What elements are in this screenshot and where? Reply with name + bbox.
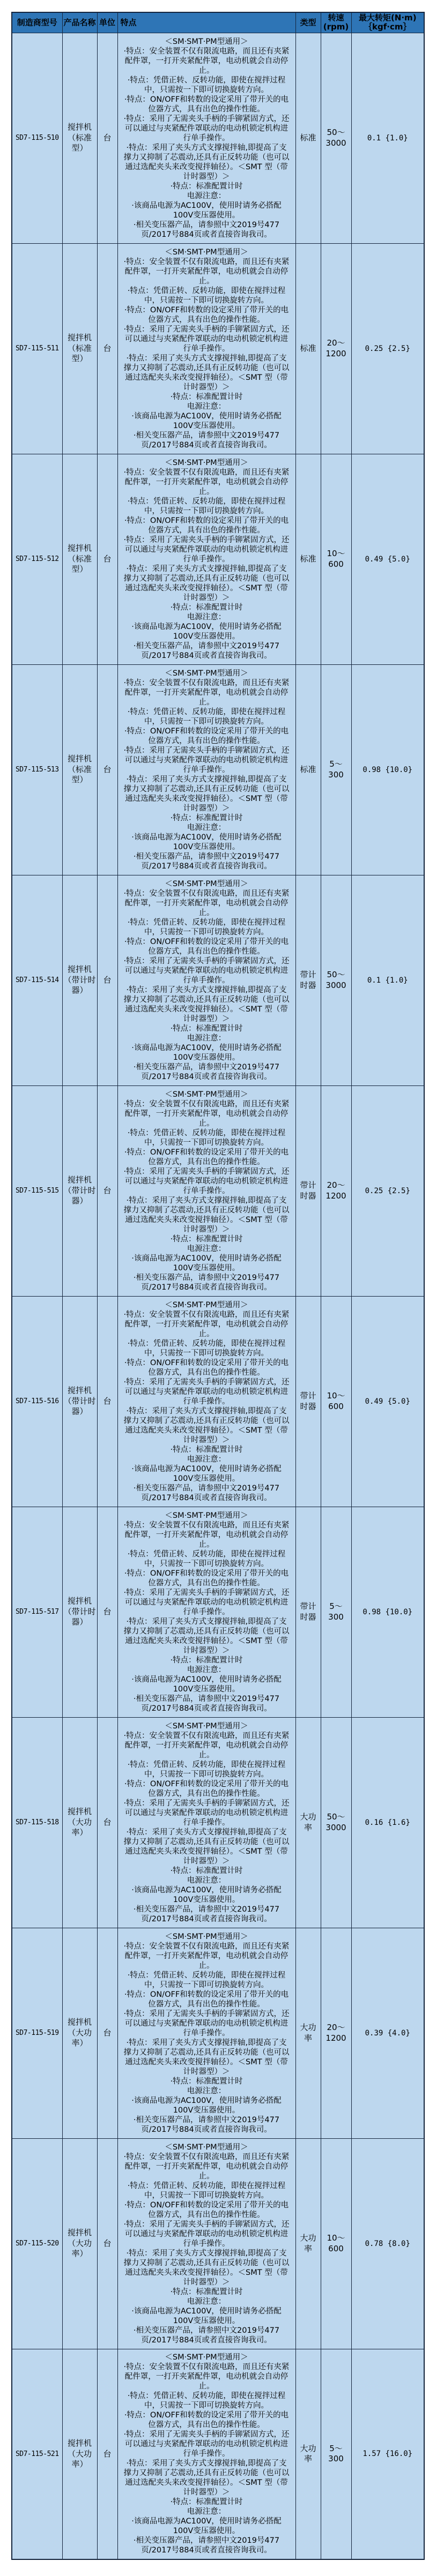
feature-paragraph: ·特点：安全装置不仅有限流电路，而且还有夹紧配件罩，一打开夹紧配件罩，电动机就会自动停止。 [123,257,290,286]
feature-paragraph: ·特点：ON/OFF和转数的设定采用了带开关的电位器方式，具有出色的操作性能。 [124,1990,289,2009]
unit-cell: 台 [97,1085,117,1296]
table-row [12,2349,424,2559]
feature-paragraph: ·特点：ON/OFF和转数的设定采用了带开关的电位器方式，具有出色的操作性能。 [124,937,289,956]
feature-paragraph: ·该商品电源为AC100V，使用时请务必搭配100V变压器使用。 [131,1885,282,1904]
model-cell: SD7-115-516 [12,1296,62,1507]
torque-cell: 0.98 {10.0} [351,664,424,875]
feature-paragraph: ＜SM·SMT·PM型通用＞ [165,1090,248,1099]
feature-paragraph: ·特点：凭借正转、反转功能，即使在搅拌过程中，只需按一下即可切换旋转方向。 [127,1339,286,1358]
speed-cell: 50～3000 [321,33,351,243]
type-cell: 标准 [295,664,321,875]
feature-paragraph: ·特点：采用了夹头方式支撑搅拌轴,即提高了支撑力又抑制了芯震动,还具有正反转功能（也可以通过选配夹头来改变搅拌轴径）。＜SMT 型（带计时器型）＞ [123,1406,290,1444]
feature-paragraph: ＜SM·SMT·PM型通用＞ [165,458,248,467]
feature-paragraph: ·特点：采用了无需夹头手柄的手铆紧固方式，还可以通过与夹紧配件罩联动的电动机锁定机构进行单手操作。 [123,535,290,564]
features-cell [117,2349,295,2559]
model-cell: SD7-115-511 [12,243,62,454]
features-cell [117,1928,295,2138]
feature-paragraph: ·该商品电源为AC100V，使用时请务必搭配100V变压器使用。 [131,622,282,641]
feature-paragraph: ·特点：安全装置不仅有限流电路，而且还有夹紧配件罩，一打开夹紧配件罩，电动机就会自动停止。 [123,1310,290,1338]
feature-paragraph: ·特点：安全装置不仅有限流电路，而且还有夹紧配件罩，一打开夹紧配件罩，电动机就会自动停止。 [123,1731,290,1759]
features-cell [117,243,295,454]
table-row [12,1507,424,1717]
feature-paragraph: ·特点：安全装置不仅有限流电路，而且还有夹紧配件罩，一打开夹紧配件罩，电动机就会自动停止。 [123,1942,290,1970]
product-name-cell: 搅拌机（带计时器） [62,1507,97,1717]
feature-paragraph: 电源注意： [187,612,226,621]
feature-paragraph: ·特点：采用了无需夹头手柄的手铆紧固方式，还可以通过与夹紧配件罩联动的电动机锁定机构进行单手操作。 [123,1799,290,1827]
torque-cell: 0.78 {8.0} [351,2138,424,2349]
feature-paragraph: ·相关变压器产品，请参照中文2019号477页/2017号884页或者直接咨询我司。 [133,220,280,239]
feature-paragraph: 电源注意： [187,823,226,832]
feature-paragraph: 电源注意： [187,402,226,411]
feature-paragraph: ＜SM·SMT·PM型通用＞ [165,248,248,257]
feature-paragraph: ·特点：标准配置计时 [170,1656,243,1665]
model-cell: SD7-115-520 [12,2138,62,2349]
feature-paragraph: ·特点：采用了无需夹头手柄的手铆紧固方式，还可以通过与夹紧配件罩联动的电动机锁定机构进行单手操作。 [123,2430,290,2459]
feature-paragraph: ·特点：采用了夹头方式支撑搅拌轴,即提高了支撑力又抑制了芯震动,还具有正反转功能（也可以通过选配夹头来改变搅拌轴径）。＜SMT 型（带计时器型）＞ [123,564,290,602]
table-row [12,1928,424,2138]
features-cell [117,1507,295,1717]
feature-paragraph: ·特点：安全装置不仅有限流电路，而且还有夹紧配件罩，一打开夹紧配件罩，电动机就会自动停止。 [123,2152,290,2181]
type-cell: 大功率 [295,2349,321,2559]
feature-paragraph: ·特点：ON/OFF和转数的设定采用了带开关的电位器方式，具有出色的操作性能。 [124,1569,289,1587]
feature-paragraph: ·特点：采用了夹头方式支撑搅拌轴,即提高了支撑力又抑制了芯震动,还具有正反转功能（也可以通过选配夹头来改变搅拌轴径）。＜SMT 型（带计时器型）＞ [123,2038,290,2076]
feature-paragraph: ·特点：凭借正转、反转功能，即使在搅拌过程中，只需按一下即可切换旋转方向。 [127,286,286,305]
feature-paragraph: ＜SM·SMT·PM型通用＞ [165,2353,248,2362]
feature-paragraph: ·特点：ON/OFF和转数的设定采用了带开关的电位器方式，具有出色的操作性能。 [124,1779,289,1798]
header-manufacturer-model: 制造商型号 [12,12,62,33]
unit-cell: 台 [97,1717,117,1928]
product-name-cell: 搅拌机（大功率） [62,2138,97,2349]
feature-paragraph: 电源注意： [187,1665,226,1674]
feature-paragraph: ·特点：标准配置计时 [170,1234,243,1244]
unit-cell: 台 [97,243,117,454]
torque-cell: 0.1 {1.0} [351,33,424,243]
feature-paragraph: ·相关变压器产品，请参照中文2019号477页/2017号884页或者直接咨询我司。 [133,1273,280,1292]
model-cell: SD7-115-518 [12,1717,62,1928]
feature-paragraph: ·特点：采用了夹头方式支撑搅拌轴,即提高了支撑力又抑制了芯震动,还具有正反转功能（也可以通过选配夹头来改变搅拌轴径）。＜SMT 型（带计时器型）＞ [123,1196,290,1234]
feature-paragraph: ＜SM·SMT·PM型通用＞ [165,1932,248,1941]
feature-paragraph: ·特点：采用了无需夹头手柄的手铆紧固方式，还可以通过与夹紧配件罩联动的电动机锁定机构进行单手操作。 [123,2220,290,2248]
product-name-cell: 搅拌机（大功率） [62,1717,97,1928]
features-cell [117,1085,295,1296]
speed-cell: 20～1200 [321,1085,351,1296]
feature-paragraph: ·特点：凭借正转、反转功能，即使在搅拌过程中，只需按一下即可切换旋转方向。 [127,1760,286,1779]
feature-paragraph: 电源注意： [187,1455,226,1464]
type-cell: 带计时器 [295,1085,321,1296]
feature-paragraph: 电源注意： [187,191,226,200]
table-body [12,33,424,2559]
torque-cell: 0.16 {1.6} [351,1717,424,1928]
features-cell [117,664,295,875]
features-cell [117,1717,295,1928]
feature-paragraph: ·相关变压器产品，请参照中文2019号477页/2017号884页或者直接咨询我司。 [133,852,280,871]
feature-paragraph: ·该商品电源为AC100V，使用时请务必搭配100V变压器使用。 [131,1043,282,1062]
feature-paragraph: ·特点：ON/OFF和转数的设定采用了带开关的电位器方式，具有出色的操作性能。 [124,727,289,745]
features-cell [117,454,295,664]
feature-paragraph: ·该商品电源为AC100V，使用时请务必搭配100V变压器使用。 [131,2307,282,2325]
feature-paragraph: ·特点：采用了无需夹头手柄的手铆紧固方式，还可以通过与夹紧配件罩联动的电动机锁定机构进行单手操作。 [123,114,290,143]
feature-paragraph: ·特点：ON/OFF和转数的设定采用了带开关的电位器方式，具有出色的操作性能。 [124,516,289,535]
feature-paragraph: ·特点：采用了无需夹头手柄的手铆紧固方式，还可以通过与夹紧配件罩联动的电动机锁定机构进行单手操作。 [123,2009,290,2038]
feature-paragraph: ·特点：凭借正转、反转功能，即使在搅拌过程中，只需按一下即可切换旋转方向。 [127,1549,286,1568]
feature-paragraph: ＜SM·SMT·PM型通用＞ [165,1300,248,1309]
torque-cell: 1.57 {16.0} [351,2349,424,2559]
table-row [12,664,424,875]
product-name-cell: 搅拌机（标准型） [62,664,97,875]
feature-paragraph: ·特点：凭借正转、反转功能，即使在搅拌过程中，只需按一下即可切换旋转方向。 [127,497,286,515]
speed-cell: 5～300 [321,1507,351,1717]
feature-paragraph: ·特点：安全装置不仅有限流电路，而且还有夹紧配件罩，一打开夹紧配件罩，电动机就会自动停止。 [123,47,290,75]
model-cell: SD7-115-519 [12,1928,62,2138]
feature-paragraph: ·特点：安全装置不仅有限流电路，而且还有夹紧配件罩，一打开夹紧配件罩，电动机就会自动停止。 [123,1521,290,1549]
feature-paragraph: 电源注意： [187,2086,226,2095]
product-name-cell: 搅拌机（标准型） [62,454,97,664]
header-features: 特点 [117,12,295,33]
feature-paragraph: ·特点：标准配置计时 [170,182,243,191]
feature-paragraph: ·特点：标准配置计时 [170,392,243,401]
header-type: 类型 [295,12,321,33]
speed-cell: 50～3000 [321,875,351,1085]
feature-paragraph: ·特点：标准配置计时 [170,2077,243,2086]
header-max-torque: 最大转矩(N·m) ｛kgf·cm｝ [351,12,424,33]
feature-paragraph: ·相关变压器产品，请参照中文2019号477页/2017号884页或者直接咨询我司。 [133,2536,280,2555]
features-cell [117,2138,295,2349]
model-cell: SD7-115-514 [12,875,62,1085]
feature-paragraph: ＜SM·SMT·PM型通用＞ [165,879,248,888]
type-cell: 标准 [295,33,321,243]
feature-paragraph: ·特点：标准配置计时 [170,1866,243,1875]
feature-paragraph: ·特点：标准配置计时 [170,603,243,612]
unit-cell: 台 [97,875,117,1085]
feature-paragraph: ＜SM·SMT·PM型通用＞ [165,37,248,46]
speed-cell: 5～300 [321,664,351,875]
table-row [12,33,424,243]
product-spec-table [11,12,425,2560]
feature-paragraph: ·特点：ON/OFF和转数的设定采用了带开关的电位器方式，具有出色的操作性能。 [124,95,289,114]
torque-cell: 0.49 {5.0} [351,1296,424,1507]
table-row [12,454,424,664]
feature-paragraph: ·特点：采用了夹头方式支撑搅拌轴,即提高了支撑力又抑制了芯震动,还具有正反转功能（也可以通过选配夹头来改变搅拌轴径）。＜SMT 型（带计时器型）＞ [123,1617,290,1655]
feature-paragraph: ·特点：ON/OFF和转数的设定采用了带开关的电位器方式，具有出色的操作性能。 [124,2411,289,2430]
table-header [12,12,424,33]
type-cell: 标准 [295,454,321,664]
feature-paragraph: ·特点：ON/OFF和转数的设定采用了带开关的电位器方式，具有出色的操作性能。 [124,2200,289,2219]
header-row [12,12,424,33]
feature-paragraph: ·特点：凭借正转、反转功能，即使在搅拌过程中，只需按一下即可切换旋转方向。 [127,2392,286,2410]
feature-paragraph: ·特点：采用了无需夹头手柄的手铆紧固方式，还可以通过与夹紧配件罩联动的电动机锁定机构进行单手操作。 [123,746,290,774]
feature-paragraph: ＜SM·SMT·PM型通用＞ [165,2143,248,2152]
speed-cell: 20～1200 [321,243,351,454]
product-name-cell: 搅拌机（大功率） [62,1928,97,2138]
feature-paragraph: ·特点：凭借正转、反转功能，即使在搅拌过程中，只需按一下即可切换旋转方向。 [127,707,286,726]
feature-paragraph: ·该商品电源为AC100V，使用时请务必搭配100V变压器使用。 [131,1464,282,1483]
unit-cell: 台 [97,454,117,664]
unit-cell: 台 [97,1507,117,1717]
feature-paragraph: ·相关变压器产品，请参照中文2019号477页/2017号884页或者直接咨询我司。 [133,1694,280,1713]
type-cell: 带计时器 [295,875,321,1085]
feature-paragraph: 电源注意： [187,1876,226,1885]
unit-cell: 台 [97,2138,117,2349]
feature-paragraph: ·特点：标准配置计时 [170,1024,243,1033]
features-cell [117,33,295,243]
feature-paragraph: ·相关变压器产品，请参照中文2019号477页/2017号884页或者直接咨询我司。 [133,1905,280,1923]
type-cell: 带计时器 [295,1296,321,1507]
feature-paragraph: ·特点：凭借正转、反转功能，即使在搅拌过程中，只需按一下即可切换旋转方向。 [127,1971,286,1989]
feature-paragraph: ·特点：采用了夹头方式支撑搅拌轴,即提高了支撑力又抑制了芯震动,还具有正反转功能（也可以通过选配夹头来改变搅拌轴径）。＜SMT 型（带计时器型）＞ [123,775,290,813]
product-name-cell: 搅拌机（带计时器） [62,1296,97,1507]
torque-cell: 0.49 {5.0} [351,454,424,664]
feature-paragraph: ·该商品电源为AC100V，使用时请务必搭配100V变压器使用。 [131,2096,282,2115]
model-cell: SD7-115-515 [12,1085,62,1296]
torque-cell: 0.25 {2.5} [351,1085,424,1296]
feature-paragraph: ·特点：凭借正转、反转功能，即使在搅拌过程中，只需按一下即可切换旋转方向。 [127,76,286,94]
model-cell: SD7-115-512 [12,454,62,664]
table-row [12,2138,424,2349]
feature-paragraph: ·特点：ON/OFF和转数的设定采用了带开关的电位器方式，具有出色的操作性能。 [124,1148,289,1166]
product-name-cell: 搅拌机（标准型） [62,243,97,454]
feature-paragraph: ·特点：标准配置计时 [170,1445,243,1454]
feature-paragraph: ·特点：采用了夹头方式支撑搅拌轴,即提高了支撑力又抑制了芯震动,还具有正反转功能（也可以通过选配夹头来改变搅拌轴径）。＜SMT 型（带计时器型）＞ [123,354,290,392]
feature-paragraph: ＜SM·SMT·PM型通用＞ [165,669,248,678]
header-speed: 转速 (rpm) [321,12,351,33]
features-cell [117,875,295,1085]
model-cell: SD7-115-513 [12,664,62,875]
speed-cell: 50～3000 [321,1717,351,1928]
torque-cell: 0.25 {2.5} [351,243,424,454]
model-cell: SD7-115-510 [12,33,62,243]
feature-paragraph: 电源注意： [187,2507,226,2517]
feature-paragraph: ·相关变压器产品，请参照中文2019号477页/2017号884页或者直接咨询我司。 [133,2115,280,2134]
table-row [12,1717,424,1928]
speed-cell: 5～300 [321,2349,351,2559]
header-unit: 单位 [97,12,117,33]
table-row [12,1085,424,1296]
unit-cell: 台 [97,1296,117,1507]
feature-paragraph: 电源注意： [187,1034,226,1043]
speed-cell: 10～600 [321,2138,351,2349]
feature-paragraph: ·特点：采用了夹头方式支撑搅拌轴,即提高了支撑力又抑制了芯震动,还具有正反转功能（也可以通过选配夹头来改变搅拌轴径）。＜SMT 型（带计时器型）＞ [123,985,290,1023]
feature-paragraph: ·特点：ON/OFF和转数的设定采用了带开关的电位器方式，具有出色的操作性能。 [124,1358,289,1377]
feature-paragraph: ·相关变压器产品，请参照中文2019号477页/2017号884页或者直接咨询我司。 [133,431,280,450]
feature-paragraph: 电源注意： [187,2297,226,2306]
feature-paragraph: ·相关变压器产品，请参照中文2019号477页/2017号884页或者直接咨询我司。 [133,2326,280,2345]
feature-paragraph: ·特点：ON/OFF和转数的设定采用了带开关的电位器方式，具有出色的操作性能。 [124,305,289,324]
feature-paragraph: ·特点：采用了无需夹头手柄的手铆紧固方式，还可以通过与夹紧配件罩联动的电动机锁定机构进行单手操作。 [123,956,290,985]
feature-paragraph: ·该商品电源为AC100V，使用时请务必搭配100V变压器使用。 [131,833,282,851]
feature-paragraph: ·特点：采用了夹头方式支撑搅拌轴,即提高了支撑力又抑制了芯震动,还具有正反转功能（也可以通过选配夹头来改变搅拌轴径）。＜SMT 型（带计时器型）＞ [123,1828,290,1866]
feature-paragraph: 电源注意： [187,1244,226,1253]
feature-paragraph: ＜SM·SMT·PM型通用＞ [165,1721,248,1731]
feature-paragraph: ·特点：采用了夹头方式支撑搅拌轴,即提高了支撑力又抑制了芯震动,还具有正反转功能（也可以通过选配夹头来改变搅拌轴径）。＜SMT 型（带计时器型）＞ [123,2249,290,2287]
unit-cell: 台 [97,1928,117,2138]
product-name-cell: 搅拌机（大功率） [62,2349,97,2559]
feature-paragraph: ·该商品电源为AC100V，使用时请务必搭配100V变压器使用。 [131,2517,282,2536]
feature-paragraph: ·特点：安全装置不仅有限流电路，而且还有夹紧配件罩，一打开夹紧配件罩，电动机就会自动停止。 [123,2363,290,2391]
feature-paragraph: ·特点：凭借正转、反转功能，即使在搅拌过程中，只需按一下即可切换旋转方向。 [127,1128,286,1147]
feature-paragraph: ·该商品电源为AC100V，使用时请务必搭配100V变压器使用。 [131,1675,282,1694]
torque-cell: 0.39 {4.0} [351,1928,424,2138]
feature-paragraph: ·特点：标准配置计时 [170,813,243,822]
feature-paragraph: ＜SM·SMT·PM型通用＞ [165,1511,248,1520]
speed-cell: 10～600 [321,1296,351,1507]
feature-paragraph: ·特点：标准配置计时 [170,2498,243,2507]
feature-paragraph: ·该商品电源为AC100V，使用时请务必搭配100V变压器使用。 [131,1254,282,1272]
feature-paragraph: ·特点：标准配置计时 [170,2287,243,2296]
feature-paragraph: ·特点：采用了夹头方式支撑搅拌轴,即提高了支撑力又抑制了芯震动,还具有正反转功能（也可以通过选配夹头来改变搅拌轴径）。＜SMT 型（带计时器型）＞ [123,143,290,181]
feature-paragraph: ·相关变压器产品，请参照中文2019号477页/2017号884页或者直接咨询我司。 [133,641,280,660]
feature-paragraph: ·相关变压器产品，请参照中文2019号477页/2017号884页或者直接咨询我司。 [133,1484,280,1502]
feature-paragraph: ·特点：采用了无需夹头手柄的手铆紧固方式，还可以通过与夹紧配件罩联动的电动机锁定机构进行单手操作。 [123,1588,290,1616]
torque-cell: 0.98 {10.0} [351,1507,424,1717]
feature-paragraph: ·该商品电源为AC100V，使用时请务必搭配100V变压器使用。 [131,411,282,430]
model-cell: SD7-115-521 [12,2349,62,2559]
type-cell: 大功率 [295,1928,321,2138]
feature-paragraph: ·特点：安全装置不仅有限流电路，而且还有夹紧配件罩，一打开夹紧配件罩，电动机就会自动停止。 [123,1099,290,1128]
product-name-cell: 搅拌机（带计时器） [62,875,97,1085]
type-cell: 带计时器 [295,1507,321,1717]
type-cell: 标准 [295,243,321,454]
feature-paragraph: ·特点：安全装置不仅有限流电路，而且还有夹紧配件罩，一打开夹紧配件罩，电动机就会自动停止。 [123,468,290,496]
feature-paragraph: ·特点：采用了无需夹头手柄的手铆紧固方式，还可以通过与夹紧配件罩联动的电动机锁定机构进行单手操作。 [123,1377,290,1406]
model-cell: SD7-115-517 [12,1507,62,1717]
type-cell: 大功率 [295,2138,321,2349]
feature-paragraph: ·特点：采用了无需夹头手柄的手铆紧固方式，还可以通过与夹紧配件罩联动的电动机锁定机构进行单手操作。 [123,1167,290,1195]
torque-cell: 0.1 {1.0} [351,875,424,1085]
feature-paragraph: ·特点：安全装置不仅有限流电路，而且还有夹紧配件罩，一打开夹紧配件罩，电动机就会自动停止。 [123,889,290,917]
table-row [12,875,424,1085]
feature-paragraph: ·特点：凭借正转、反转功能，即使在搅拌过程中，只需按一下即可切换旋转方向。 [127,918,286,937]
type-cell: 大功率 [295,1717,321,1928]
unit-cell: 台 [97,2349,117,2559]
feature-paragraph: ·该商品电源为AC100V，使用时请务必搭配100V变压器使用。 [131,201,282,220]
header-product-name: 产品名称 [62,12,97,33]
table-row [12,243,424,454]
feature-paragraph: ·特点：凭借正转、反转功能，即使在搅拌过程中，只需按一下即可切换旋转方向。 [127,2181,286,2200]
product-name-cell: 搅拌机（标准型） [62,33,97,243]
table-row [12,1296,424,1507]
feature-paragraph: ·特点：安全装置不仅有限流电路，而且还有夹紧配件罩，一打开夹紧配件罩，电动机就会自动停止。 [123,678,290,707]
speed-cell: 10～600 [321,454,351,664]
unit-cell: 台 [97,664,117,875]
feature-paragraph: ·相关变压器产品，请参照中文2019号477页/2017号884页或者直接咨询我司。 [133,1062,280,1081]
feature-paragraph: ·特点：采用了无需夹头手柄的手铆紧固方式，还可以通过与夹紧配件罩联动的电动机锁定机构进行单手操作。 [123,325,290,353]
unit-cell: 台 [97,33,117,243]
features-cell [117,1296,295,1507]
product-name-cell: 搅拌机（带计时器） [62,1085,97,1296]
feature-paragraph: ·特点：采用了夹头方式支撑搅拌轴,即提高了支撑力又抑制了芯震动,还具有正反转功能（也可以通过选配夹头来改变搅拌轴径）。＜SMT 型（带计时器型）＞ [123,2459,290,2497]
speed-cell: 20～1200 [321,1928,351,2138]
